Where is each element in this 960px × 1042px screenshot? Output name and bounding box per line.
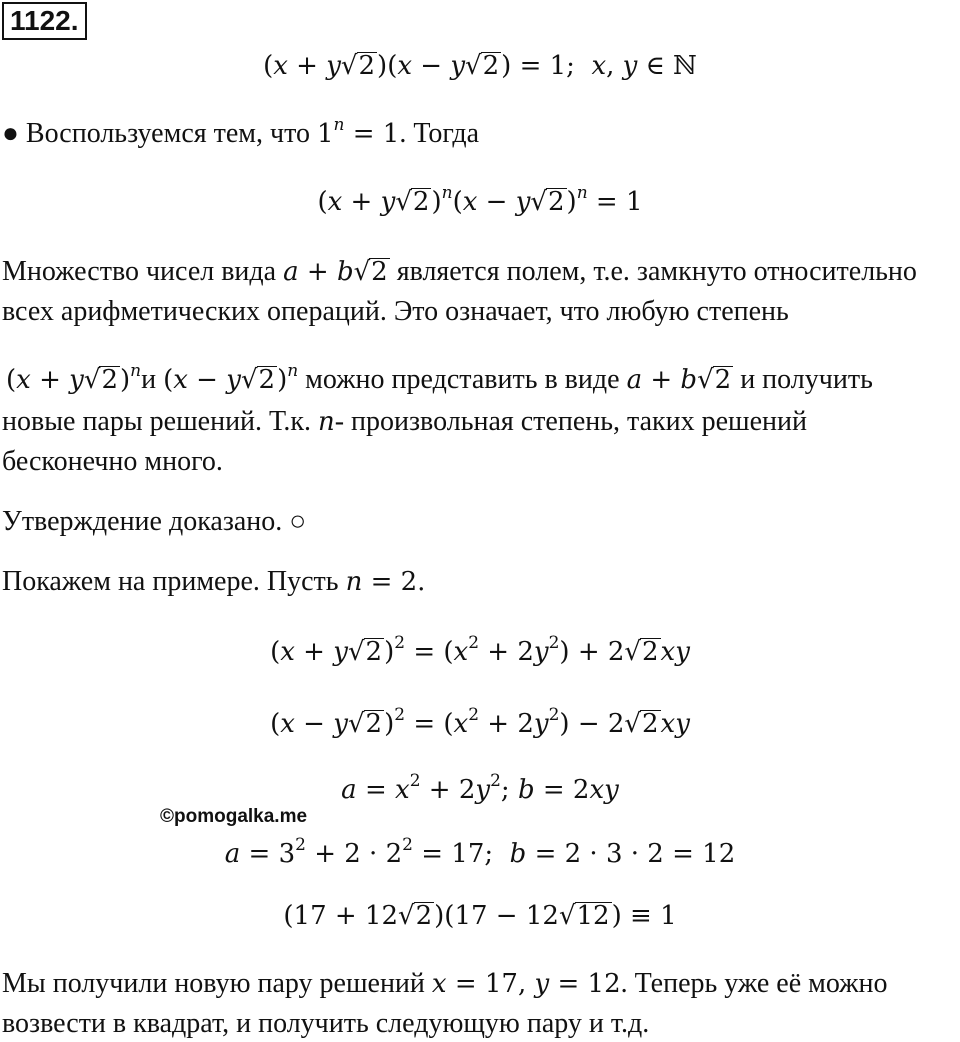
bullet-line: ● Воспользуемся тем, что $1^n = 1$. Тогда — [2, 115, 480, 149]
field-line-1: Множество чисел вида a + b√2 является полем, т.е. замкнуто относительно — [2, 256, 917, 287]
example-start-text: Покажем на примере. Пусть — [2, 566, 339, 597]
check-equation: (17 + 12√2)(17 − 12√12) ≡ 1 — [283, 901, 677, 931]
field-line-2: всех арифметических операций. Это означает, что любую степень — [2, 296, 789, 327]
watermark: ©pomogalka.me — [160, 806, 308, 827]
result-start-text: Мы получили новую пару решений — [2, 968, 425, 999]
pairs-line: новые пары решений. Т.к. n- произвольная степень, таких решений — [2, 406, 807, 437]
pairs-end-text: - произвольная степень, таких решений — [334, 406, 807, 437]
pairs-start-text: новые пары решений. Т.к. — [2, 406, 311, 437]
field-text-start: Множество чисел вида — [2, 256, 277, 287]
powers-line: $(x + y√2)^nи$ $(x - y√2)^n$ можно представить в виде a + b√2 и получить — [6, 361, 873, 395]
powers-end-text: и получить — [740, 364, 873, 395]
ab-values: $a = 3^2 + 2 \cdot 2^2 = 17$; b = 2 · 3 · 2 = 12 — [224, 835, 736, 869]
bullet-intro-text: ● Воспользуемся тем, что — [2, 118, 310, 149]
infinite-line: бесконечно много. — [2, 446, 223, 477]
problem-number: 1122. — [2, 2, 87, 40]
powers-mid-text: можно представить в виде — [305, 364, 620, 395]
result-end-text: . Теперь уже её можно — [620, 968, 888, 999]
main-equation: (x + y√2)(x − y√2) = 1; x, y ∈ ℕ — [263, 51, 697, 81]
field-text-end: является полем, т.е. замкнуто относительно — [396, 256, 917, 287]
proved-line: Утверждение доказано. ○ — [2, 506, 307, 537]
powers-and-text: и — [141, 364, 157, 395]
bullet-then-text: . Тогда — [399, 118, 480, 149]
ab-definition: $a = x^2 + 2y^2$; b = 2xy — [341, 771, 619, 805]
square-minus-equation: $(x - y√2)^2 = (x^2 + 2y^2) - 2√2xy$ — [270, 705, 690, 739]
power-equation: $(x + y√2)^n(x - y√2)^n = 1$ — [317, 183, 643, 217]
example-line: Покажем на примере. Пусть n = 2. — [2, 566, 426, 597]
result-line: Мы получили новую пару решений x = 17, y = 12. Теперь уже её можно — [2, 968, 888, 999]
result-line-2: возвести в квадрат, и получить следующую пару и т.д. — [2, 1008, 650, 1039]
square-plus-equation: $(x + y√2)^2 = (x^2 + 2y^2) + 2√2xy$ — [270, 633, 690, 667]
